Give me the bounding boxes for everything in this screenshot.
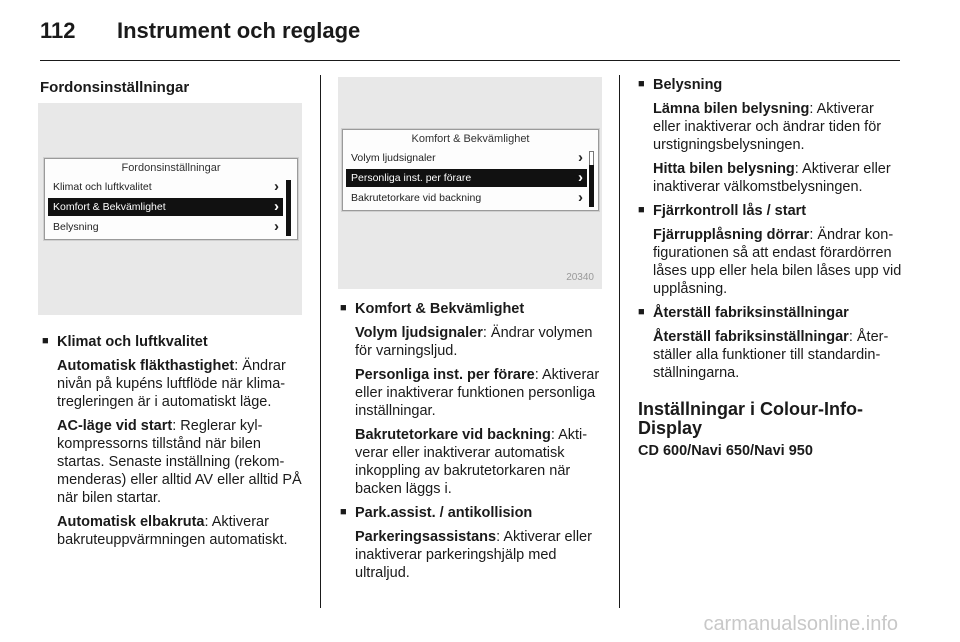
page-heading: Instrument och reglage <box>117 18 361 43</box>
menu-row-comfort[interactable] <box>48 198 283 216</box>
bullet-remote: ■ Fjärrkontroll lås / start <box>638 202 904 220</box>
term: AC-läge vid start <box>57 418 173 434</box>
column-3-text <box>638 76 904 460</box>
description: : Aktiverar eller inaktiverar funktionen personliga inställningar. <box>355 367 600 419</box>
paragraph <box>653 100 904 154</box>
scrollbar-thumb[interactable] <box>286 180 291 236</box>
paragraph <box>355 324 606 360</box>
description: : Ändrar volymen för varningsljud. <box>355 325 593 359</box>
menu-row-lighting[interactable] <box>48 218 283 236</box>
term: Personliga inst. per förare <box>355 367 535 383</box>
figure-comfort-settings <box>338 77 602 289</box>
chevron-right-icon: › <box>578 149 583 166</box>
section-title: Fordonsinställningar <box>40 79 190 96</box>
description: : Återställer alla funktioner till standardinställningarna. <box>653 329 889 381</box>
page-header <box>0 0 960 62</box>
figure-code: 20340 <box>566 272 594 283</box>
menu-row-label: Belysning <box>53 221 99 233</box>
scrollbar-thumb[interactable] <box>589 165 594 207</box>
menu-row-label: Volym ljudsignaler <box>351 152 436 164</box>
description: : Ändrar nivån på kupéns luftflöde när klimatregleringen är i automatiskt läge. <box>57 358 286 410</box>
description: : Aktiverar eller inaktiverar och ändrar tiden för urstigningsbelysningen. <box>653 101 882 153</box>
paragraph <box>355 366 606 420</box>
paragraph <box>653 328 904 382</box>
paragraph <box>355 528 606 582</box>
menu-row-label: Komfort & Bekvämlighet <box>53 201 166 213</box>
chevron-right-icon: › <box>274 178 279 195</box>
term: Volym ljudsignaler <box>355 325 483 341</box>
chevron-right-icon: › <box>578 189 583 206</box>
chevron-right-icon: › <box>578 169 583 186</box>
screen-title: Fordonsinställningar <box>121 162 221 174</box>
term: Lämna bilen belysning <box>653 101 810 117</box>
column-2-text <box>340 300 606 588</box>
chevron-right-icon: › <box>274 218 279 235</box>
term: Bakrutetorkare vid backning <box>355 427 551 443</box>
term: Parkeringsassistans <box>355 529 497 545</box>
menu-row-label: Personliga inst. per förare <box>351 172 472 184</box>
chevron-right-icon: › <box>274 198 279 215</box>
menu-row-label: Bakrutetorkare vid backning <box>351 192 482 204</box>
column-1-text <box>42 333 308 555</box>
paragraph <box>653 226 904 298</box>
menu-row-label: Klimat och luftkvalitet <box>53 181 152 193</box>
term: Automatisk elbakruta <box>57 514 205 530</box>
bullet-comfort: ■ Komfort & Bekvämlighet <box>340 300 606 318</box>
term: Återställ fabriksinställningar <box>653 329 849 345</box>
paragraph <box>355 426 606 498</box>
description: : Aktiverar eller inaktiverar parkeringshjälp med ultraljud. <box>355 529 592 581</box>
page-number: 112 <box>40 18 76 43</box>
bullet-climate: ■ Klimat och luftkvalitet <box>42 333 308 351</box>
bullet-factory-reset: ■ Återställ fabriksinställningar <box>638 304 904 322</box>
term: Fjärrupplåsning dörrar <box>653 227 810 243</box>
display-screen <box>44 158 298 240</box>
screen-title: Komfort & Bekvämlighet <box>411 133 530 145</box>
paragraph <box>653 160 904 196</box>
description: : Aktiverar eller inaktiverar automatisk inkoppling av bakrutetorkaren när backen läggs i. <box>355 427 588 497</box>
bullet-lighting: ■ Belysning <box>638 76 904 94</box>
description: : Reglerar kylkompressorns tillstånd när bilen startas. Senaste inställning (rekommenderas) eller alltid AV eller alltid PÅ när bilen startar. <box>57 418 302 506</box>
term: Hitta bilen belysning <box>653 161 795 177</box>
column-divider-right <box>619 75 620 608</box>
paragraph <box>57 357 308 411</box>
header-rule <box>40 60 900 61</box>
display-screen <box>342 129 599 211</box>
menu-row-climate[interactable] <box>48 178 283 196</box>
menu-row-personal-settings[interactable] <box>346 169 587 187</box>
menu-row-signal-volume[interactable] <box>346 149 587 167</box>
figure-vehicle-settings <box>38 103 302 315</box>
column-divider-left <box>320 75 321 608</box>
section-subheading: CD 600/Navi 650/Navi 950 <box>638 443 813 459</box>
section-heading: Inställningar i Colour-Info-Display <box>638 399 863 438</box>
description: : Aktiverar eller inaktiverar välkomstbelysningen. <box>653 161 891 195</box>
term: Automatisk fläkthastighet <box>57 358 235 374</box>
description: : Aktiverar bakruteuppvärmningen automatiskt. <box>57 514 288 548</box>
description: : Ändrar konfigurationen så att endast förardörren låses upp eller hela bilen låses upp vid upplåsning. <box>653 227 902 297</box>
menu-row-rear-wiper[interactable] <box>346 189 587 207</box>
watermark: carmanualsonline.info <box>703 613 898 635</box>
paragraph <box>57 417 308 507</box>
bullet-park-assist: ■ Park.assist. / antikollision <box>340 504 606 522</box>
paragraph <box>57 513 308 549</box>
